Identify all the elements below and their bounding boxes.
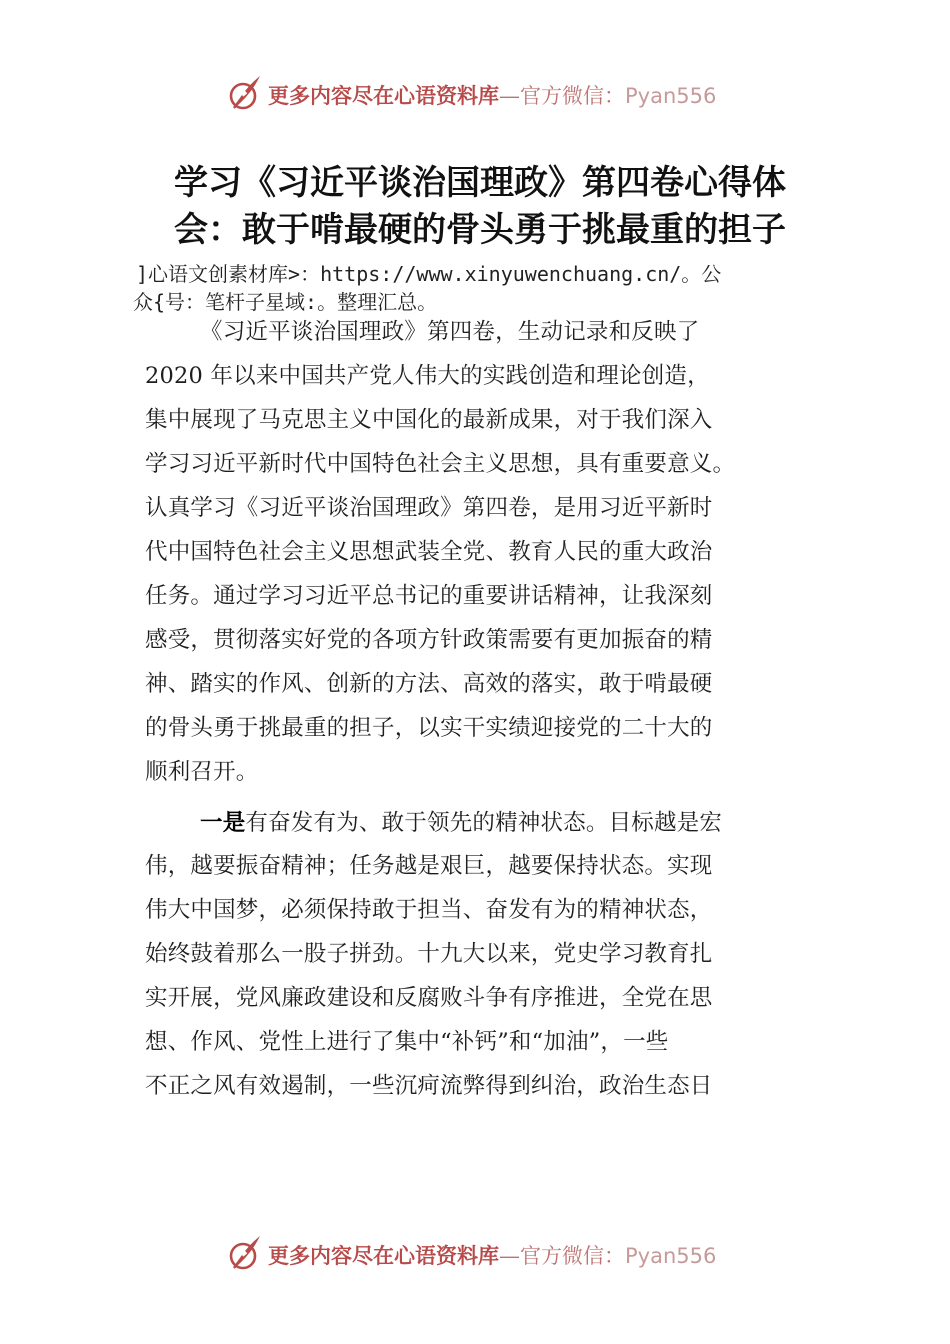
para1-line: 2020 年以来中国共产党人伟大的实践创造和理论创造， [145, 363, 710, 389]
watermark-wechat-id: Pyan556 [625, 84, 717, 108]
watermark-text [268, 80, 716, 110]
watermark-brand: 更多内容尽在心语资料库 [268, 83, 499, 108]
para2-line: 伟，越要振奋精神；任务越是艰巨，越要保持状态。实现 [145, 853, 713, 879]
para2-first-line [200, 807, 722, 839]
feather-pen-logo-icon [228, 74, 262, 112]
watermark-wechat-id: Pyan556 [625, 1244, 717, 1268]
footer-watermark [0, 1234, 950, 1274]
para1-line: 感受，贯彻落实好党的各项方针政策需要有更加振奋的精 [145, 627, 713, 653]
para1-line: 代中国特色社会主义思想武装全党、教育人民的重大政治 [145, 539, 713, 565]
para2-line: 始终鼓着那么一股子拼劲。十九大以来，党史学习教育扎 [145, 941, 713, 967]
watermark-dash: — [499, 1244, 520, 1268]
para2-line: 伟大中国梦，必须保持敢于担当、奋发有为的精神状态， [145, 897, 713, 923]
para1-line: 认真学习《习近平谈治国理政》第四卷，是用习近平新时 [145, 495, 713, 521]
para1-line: 《习近平谈治国理政》第四卷，生动记录和反映了 [200, 319, 700, 345]
para1-line: 学习习近平新时代中国特色社会主义思想，具有重要意义。 [145, 451, 736, 477]
source-note-line-1: ]心语文创素材库>：https://www.xinyuwenchuang.cn/。公 [136, 262, 722, 286]
para2-lead: 一是 [200, 810, 246, 836]
para1-line: 任务。通过学习习近平总书记的重要讲话精神，让我深刻 [145, 583, 713, 609]
watermark-official: 官方微信： [520, 1244, 625, 1268]
feather-pen-logo-icon [228, 1234, 262, 1272]
para1-line: 顺利召开。 [145, 759, 259, 785]
para2-line: 不正之风有效遏制，一些沉疴流弊得到纠治，政治生态日 [145, 1073, 713, 1099]
watermark-text [268, 1240, 716, 1270]
para1-line: 的骨头勇于挑最重的担子，以实干实绩迎接党的二十大的 [145, 715, 713, 741]
doc-title-line-2: 会：敢于啃最硬的骨头勇于挑最重的担子 [174, 210, 786, 250]
doc-title-line-1: 学习《习近平谈治国理政》第四卷心得体 [174, 163, 786, 203]
para2-line: 实开展，党风廉政建设和反腐败斗争有序推进，全党在思 [145, 985, 713, 1011]
source-note-line-2: 众{号：笔杆子星域:。整理汇总。 [133, 290, 438, 314]
watermark-official: 官方微信： [520, 84, 625, 108]
watermark-brand: 更多内容尽在心语资料库 [268, 1243, 499, 1268]
header-watermark [0, 74, 950, 114]
para2-line: 想、作风、党性上进行了集中“补钙”和“加油”，一些 [145, 1029, 669, 1055]
para1-line: 神、踏实的作风、创新的方法、高效的落实，敢于啃最硬 [145, 671, 713, 697]
para2-first-rest: 有奋发有为、敢于领先的精神状态。目标越是宏 [245, 810, 723, 836]
watermark-dash: — [499, 84, 520, 108]
para1-line: 集中展现了马克思主义中国化的最新成果，对于我们深入 [145, 407, 713, 433]
